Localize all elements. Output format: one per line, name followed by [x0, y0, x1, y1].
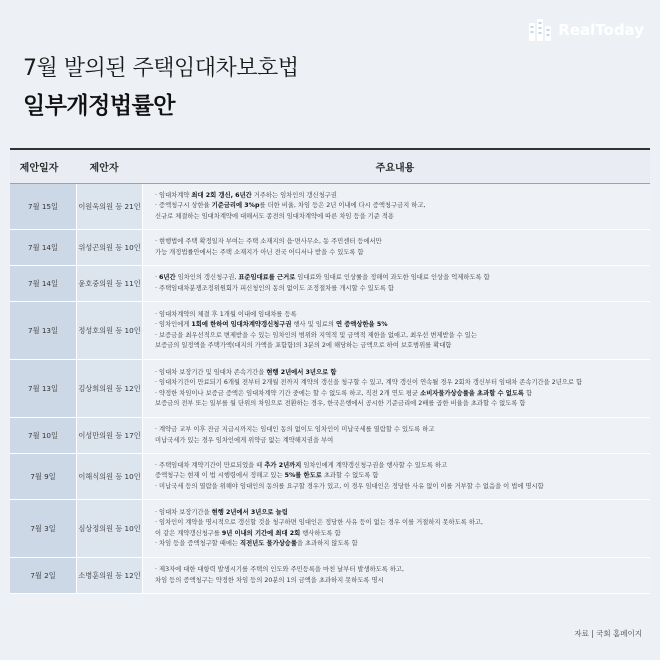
- content-line: [155, 284, 642, 294]
- content-text: · 보증금을 최우선적으로 변제받을 수 있는 임차인의 범위와 지역적 및 금액적 제한을 없애고, 최우선 변제받을 수 있는: [155, 331, 477, 339]
- content-text: · 임대차계약의 체결 후 1개월 이내에 임대차를 등록: [155, 311, 297, 319]
- content-line: [155, 389, 642, 399]
- row-date: 7월 10일: [10, 418, 76, 453]
- highlight-text: 1회에 한하여 임대차계약갱신청구권: [191, 321, 292, 329]
- table-row: [10, 454, 650, 500]
- content-text: 차임 등의 증액청구는 약정한 차임 등의 20분의 1의 금액을 초과하지 못하도록 명시: [155, 576, 384, 584]
- content-text: 보증금의 일정액을 주택가액(대지의 가액을 포함함)의 3분의 2에 해당하는 금액으로 하여 보호범위를 확대함: [155, 341, 452, 349]
- row-proposer: 위성곤의원 등 10인: [76, 230, 142, 265]
- building-logo-icon: [527, 17, 553, 43]
- row-content: [142, 360, 650, 417]
- content-text: 행사하도록 함: [300, 529, 341, 537]
- content-line: [155, 576, 642, 586]
- content-text: · 차임 등을 증액청구할 때에는: [155, 539, 241, 547]
- content-text: · 계약금 교부 이후 잔금 지급시까지는 임대인 동의 없이도 임차인이 미납국세를 열람할 수 있도록 하고: [155, 426, 435, 434]
- content-text: · 제3자에 대한 대항력 발생시기를 주택의 인도와 주민등록을 마친 날부터 발생하도록 하고,: [155, 566, 405, 574]
- page-title-line1: 7월 발의된 주택임대차보호법: [23, 56, 299, 81]
- table-body: [10, 184, 650, 594]
- content-text: · 임대차 보장기간 및 임대차 존속기간을: [155, 369, 267, 377]
- content-text: · 약정한 차임이나 보증금 증액은 임대차계약 기간 중에는 할 수 없도록 하고, 직전 2개 연도 평균: [155, 389, 421, 397]
- row-date: 7월 14일: [10, 266, 76, 301]
- row-date: 7월 14일: [10, 230, 76, 265]
- content-text: 신규로 체결하는 임대차계약에 대해서도 종전의 임대차계약에 따른 차임 등을 기준 적용: [155, 212, 394, 220]
- content-line: [155, 529, 642, 539]
- row-content: [142, 454, 650, 499]
- content-text: 를 더한 비율, 차임 등은 2년 이내에 다시 증액청구금지 하고,: [259, 202, 426, 210]
- content-line: [155, 471, 642, 481]
- table-row: [10, 266, 650, 302]
- content-line: [155, 341, 642, 351]
- content-line: [155, 310, 642, 320]
- highlight-text: 현행 2년에서 3년으로 늘림: [211, 509, 288, 517]
- content-text: 임대료와 임대료 인상률을 정해여 과도한 임대료 인상을 억제하도록 함: [295, 274, 490, 282]
- source-note: 자료 | 국회 홈페이지: [574, 629, 642, 638]
- row-content: [142, 500, 650, 557]
- row-date: 7월 9일: [10, 454, 76, 499]
- header-content: 주요내용: [375, 163, 415, 174]
- highlight-text: 소비자물가상승률을 초과할 수 없도록: [420, 389, 525, 397]
- table-row: [10, 230, 650, 266]
- bill-table: [10, 148, 650, 594]
- content-text: 미납국세가 있는 경우 임차인에게 위약금 없는 계약해지권을 부여: [155, 436, 334, 444]
- content-text: · 증액청구시 상한율: [155, 202, 212, 210]
- content-line: [155, 368, 642, 378]
- row-content: [142, 184, 650, 229]
- content-text: · 미납국세 등의 열람을 위해야 임대인의 동의를 요구할 경우가 있고, 이 경우 임대인은 정당한 사유 없이 이를 거부할 수 없음을 이 법에 명시함: [155, 482, 544, 490]
- table-row: [10, 500, 650, 558]
- content-line: [155, 191, 642, 201]
- row-content: [142, 302, 650, 359]
- content-line: [155, 248, 642, 258]
- content-text: · 임차인이 계약을 명시적으로 갱신할 것을 청구하면 임대인은 정당한 사유 등이 없는 경우 이를 거절하지 못하도록 하고,: [155, 519, 484, 527]
- content-text: 거주하는 임차인의 갱신청구권: [251, 192, 337, 200]
- content-line: [155, 425, 642, 435]
- row-date: 7월 13일: [10, 360, 76, 417]
- row-date: 7월 15일: [10, 184, 76, 229]
- content-line: [155, 539, 642, 549]
- content-text: · 임대차기간이 만료되기 6개월 전부터 2개월 전까지 계약의 갱신을 청구할 수 있고, 계약 갱신이 연속될 경우 2회차 갱신부터 임대차 존속기간을 2년으로 함: [155, 379, 583, 387]
- content-text: · 임대차계약: [155, 192, 192, 200]
- highlight-text: 최대 2회 갱신, 6년간: [191, 192, 252, 200]
- content-text: 을 초과하지 않도록 함: [296, 539, 358, 547]
- table-header: [10, 150, 650, 184]
- content-text: 가능 개정법률안에서는 주택 소재지가 아닌 전국 어디서나 받을 수 있도록 함: [155, 248, 364, 256]
- brand-logo: [527, 18, 644, 42]
- row-content: [142, 418, 650, 453]
- content-text: 보증금의 전부 또는 일부를 월 단위의 차임으로 전환하는 경우, 한국은행에서 공시한 기준금리에 2배를 곱한 비율을 초과할 수 없도록 함: [155, 399, 526, 407]
- content-text: · 임대차 보장기간을: [155, 509, 212, 517]
- content-text: · 임차인에게: [155, 321, 192, 329]
- row-proposer: 이성만의원 등 17인: [76, 418, 142, 453]
- row-content: [142, 558, 650, 593]
- content-text: · 현행법에 주택 확정일자 부여는 주택 소재지의 읍·면사무소, 동 주민센터 등에서만: [155, 238, 382, 246]
- header-date: 제안일자: [19, 163, 59, 174]
- highlight-text: 연 증액상한을 5%: [335, 321, 388, 329]
- row-content: [142, 266, 650, 301]
- row-date: 7월 2일: [10, 558, 76, 593]
- content-line: [155, 237, 642, 247]
- content-text: · 주택임대차분쟁조정위원회가 피신청인의 동의 없이도 조정절차를 개시할 수 있도록 함: [155, 284, 394, 292]
- row-date: 7월 13일: [10, 302, 76, 359]
- row-proposer: 이원욱의원 등 21인: [76, 184, 142, 229]
- content-text: 임차인의 갱신청구권,: [175, 274, 239, 282]
- table-row: [10, 184, 650, 230]
- content-line: [155, 212, 642, 222]
- highlight-text: 기준금리에 3%p: [211, 202, 260, 210]
- row-proposer: 이해식의원 등 10인: [76, 454, 142, 499]
- content-line: [155, 436, 642, 446]
- content-text: 증액청구는 현재 이 법 시행령에서 정해고 있는: [155, 472, 285, 480]
- content-line: [155, 565, 642, 575]
- row-content: [142, 230, 650, 265]
- content-text: 이 같은 계약갱신청구를: [155, 529, 222, 537]
- content-line: [155, 320, 642, 330]
- content-text: 임차인에게 계약갱신청구권을 행사할 수 있도록 하고: [301, 462, 448, 470]
- highlight-text: 표준임대료를 근거로: [238, 274, 296, 282]
- content-text: · 주택임대차 계약기간이 만료되었을 때: [155, 462, 265, 470]
- header-proposer: 제안자: [89, 163, 119, 174]
- row-date: 7월 3일: [10, 500, 76, 557]
- row-proposer: 정성호의원 등 10인: [76, 302, 142, 359]
- table-row: [10, 302, 650, 360]
- row-proposer: 김상희의원 등 12인: [76, 360, 142, 417]
- brand-name: RealToday: [558, 21, 644, 39]
- highlight-text: 직전년도 물가상승률: [240, 539, 297, 547]
- content-line: [155, 461, 642, 471]
- highlight-text: 9년 이내의 기간에 최대 2회: [221, 529, 301, 537]
- highlight-text: 6년간: [159, 274, 176, 282]
- content-line: [155, 399, 642, 409]
- highlight-text: 현행 2년에서 3년으로 함: [266, 369, 337, 377]
- table-row: [10, 558, 650, 594]
- content-line: [155, 518, 642, 528]
- row-proposer: 심상정의원 등 10인: [76, 500, 142, 557]
- content-line: [155, 482, 642, 492]
- row-proposer: 윤호중의원 등 11인: [76, 266, 142, 301]
- content-text: 함: [524, 389, 533, 397]
- table-row: [10, 360, 650, 418]
- content-text: 초과할 수 없도록 함: [321, 472, 379, 480]
- highlight-text: 추가 2년까지: [264, 462, 302, 470]
- content-line: [155, 378, 642, 388]
- content-line: [155, 331, 642, 341]
- content-text: 행사 및 임료의: [291, 321, 336, 329]
- row-proposer: 소병훈의원 등 12인: [76, 558, 142, 593]
- table-row: [10, 418, 650, 454]
- page-title-line2: 일부개정법률안: [23, 93, 176, 119]
- content-line: [155, 273, 642, 283]
- content-text: ·: [155, 274, 160, 282]
- highlight-text: 5%를 한도로: [284, 472, 322, 480]
- content-line: [155, 201, 642, 211]
- content-line: [155, 508, 642, 518]
